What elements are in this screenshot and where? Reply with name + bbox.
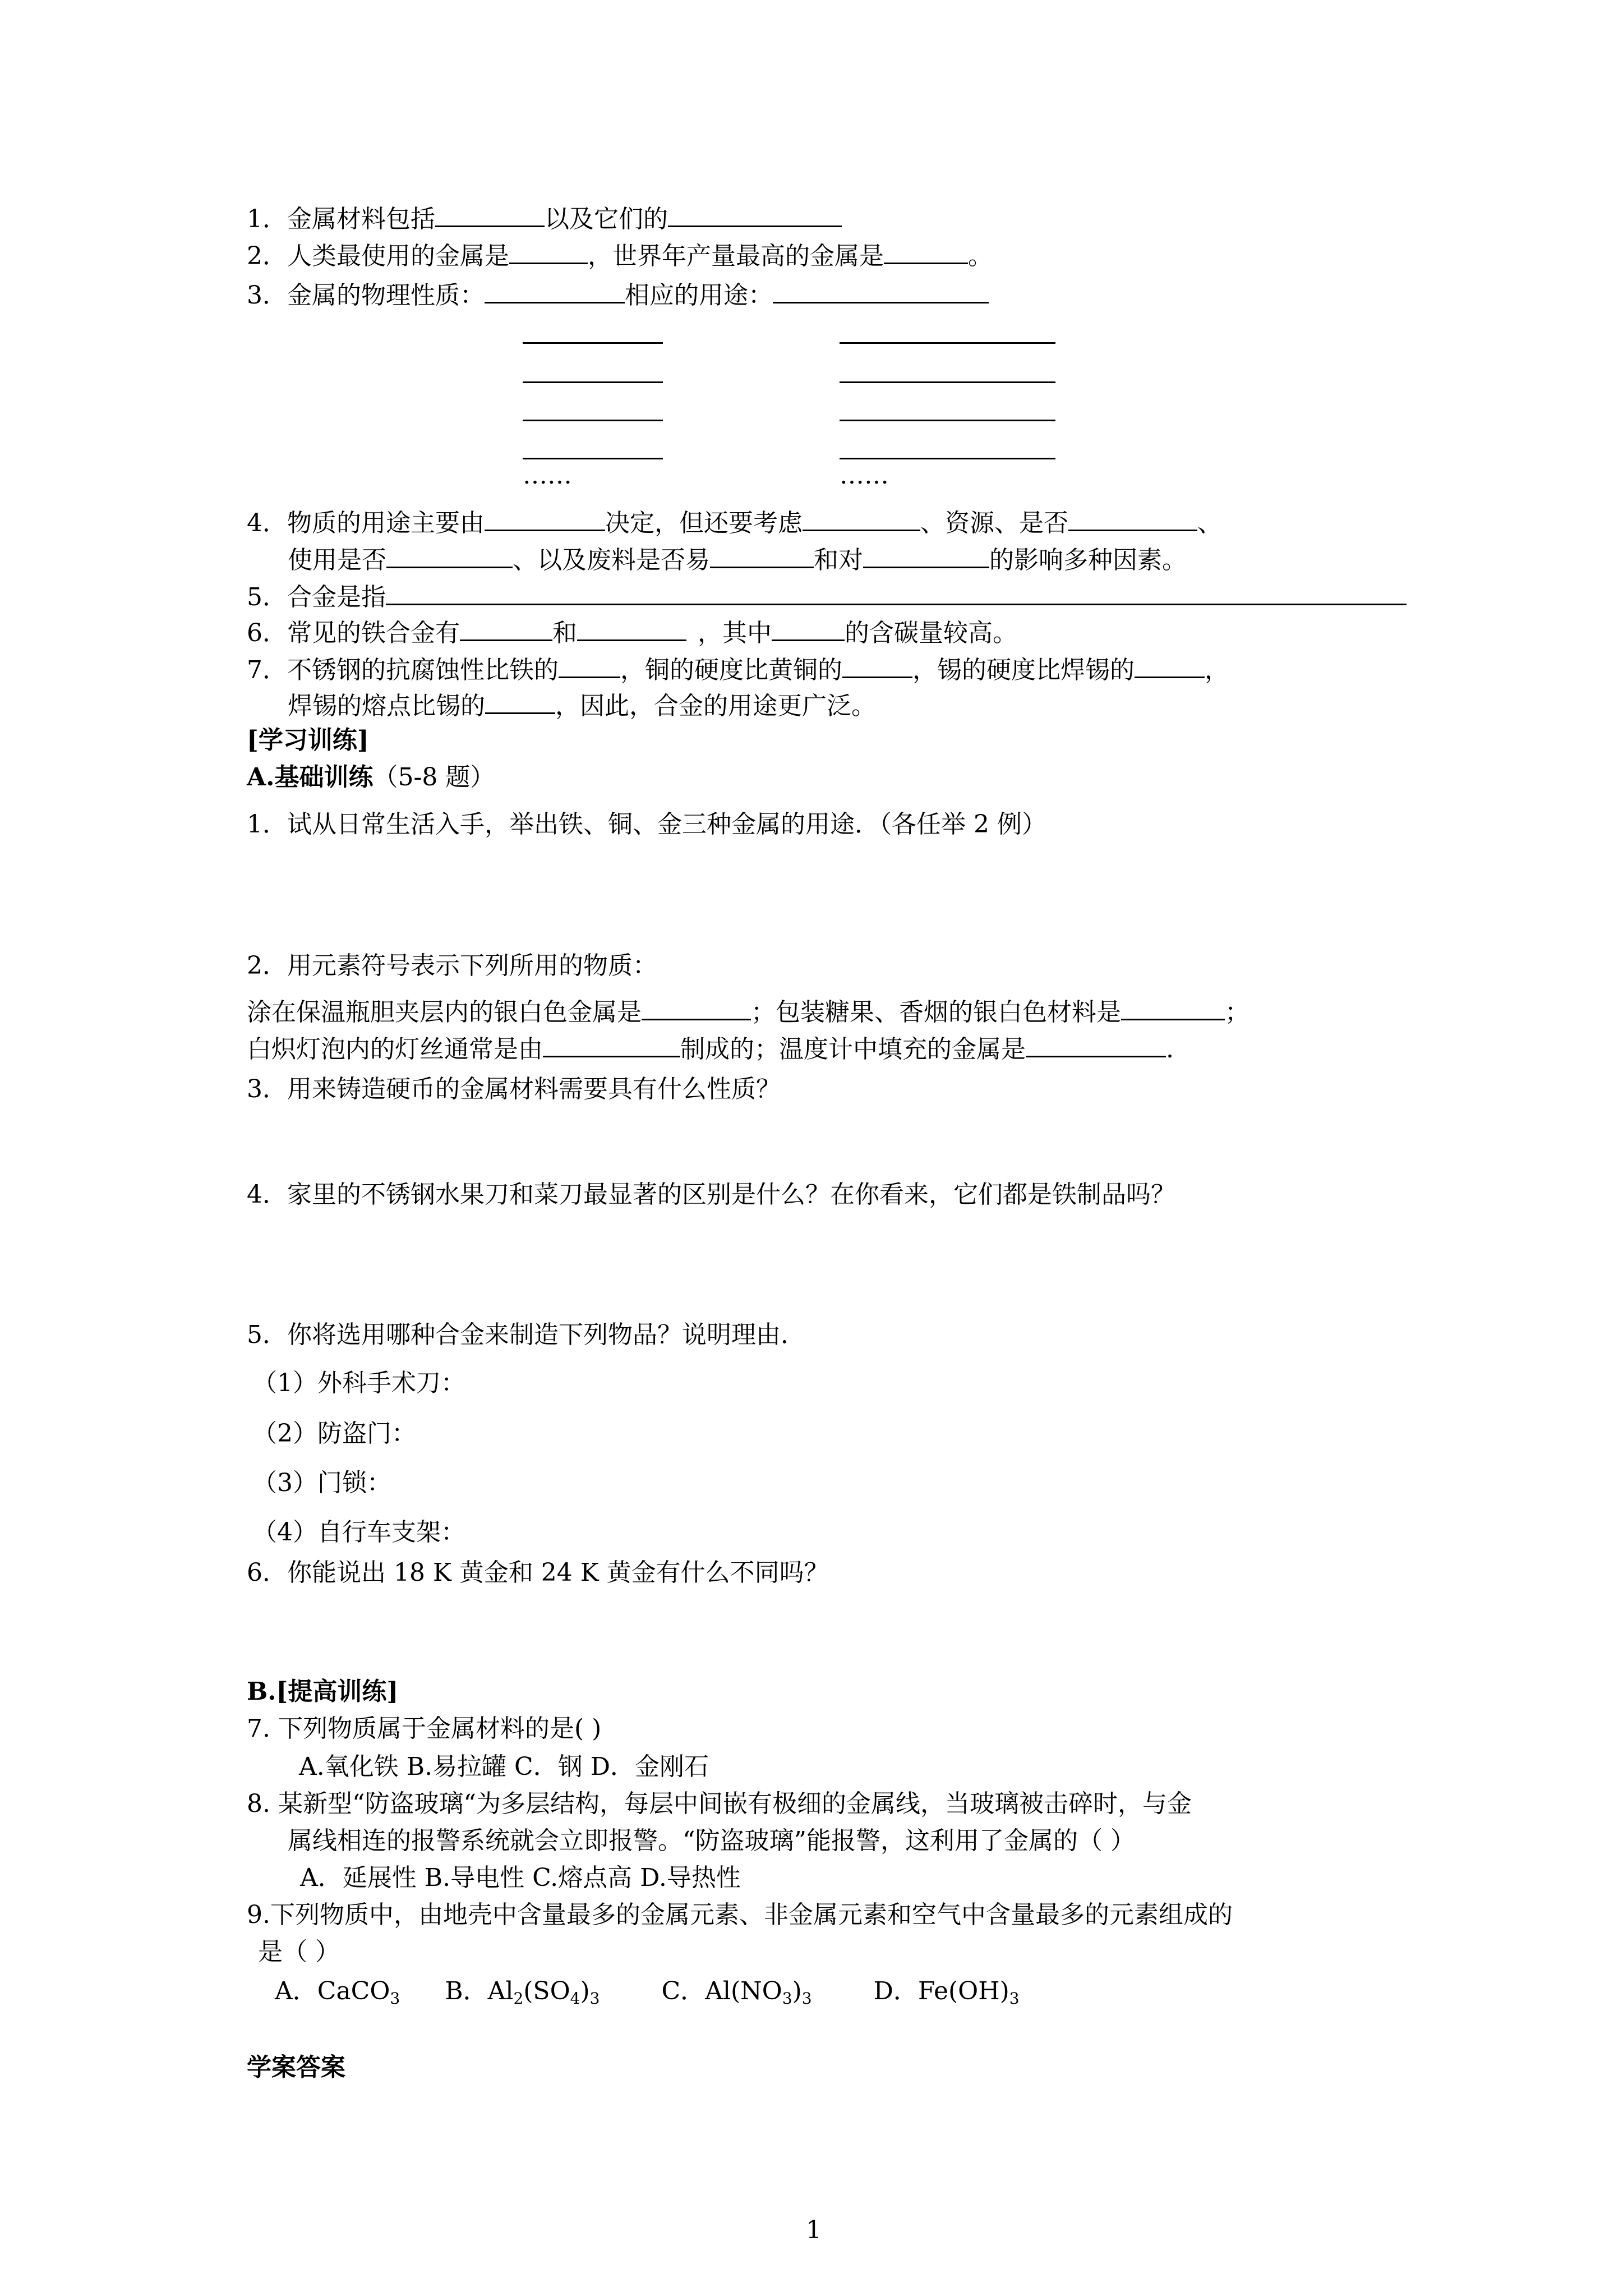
blank[interactable]	[1068, 504, 1197, 531]
review-q6: 6．常见的铁合金有 和 ，其中 的含碳量较高。	[247, 614, 1017, 650]
blank[interactable]	[577, 614, 686, 641]
review-q1: 1．金属材料包括 以及它们的	[247, 200, 842, 236]
blank[interactable]	[523, 381, 663, 383]
training-q6: 6．你能说出 18 K 黄金和 24 K 黄金有什么不同吗？	[247, 1558, 829, 1587]
page-number: 1	[806, 2216, 822, 2244]
list-item: （1）外科手术刀：	[252, 1369, 465, 1397]
ellipsis: ……	[523, 461, 572, 490]
blank[interactable]	[842, 651, 912, 678]
review-q4-line2: 使用是否 、以及废料是否易 和对 的影响多种因素。	[288, 541, 1187, 577]
blank[interactable]	[1121, 993, 1225, 1020]
answers-heading: 学案答案	[247, 2053, 345, 2082]
blank[interactable]	[803, 504, 920, 531]
blank[interactable]	[509, 237, 588, 264]
advanced-q8-line2: 属线相连的报警系统就会立即报警。“防盗玻璃”能报警，这利用了金属的（ ）	[288, 1826, 1135, 1855]
advanced-q8-options: A．延展性 B.导电性 C.熔点高 D.导热性	[300, 1864, 741, 1892]
list-item: （2）防盗门：	[252, 1419, 416, 1448]
blank[interactable]	[642, 993, 751, 1020]
blank[interactable]	[772, 614, 845, 641]
blank[interactable]	[523, 342, 663, 344]
blank[interactable]	[543, 1030, 680, 1057]
section-heading: B.[提高训练]	[247, 1677, 399, 1706]
blank[interactable]	[884, 237, 968, 264]
training-q1: 1．试从日常生活入手，举出铁、铜、金三种金属的用途．（各任举 2 例）	[247, 810, 1046, 839]
list-item: （3）门锁：	[252, 1469, 391, 1497]
blank[interactable]	[559, 651, 620, 678]
list-item: （4）自行车支架：	[252, 1518, 465, 1547]
blank[interactable]	[523, 420, 663, 421]
training-q2-line2: 白炽灯泡内的灯丝通常是由 制成的；温度计中填充的金属是 .	[247, 1030, 1174, 1066]
training-q3: 3．用来铸造硬币的金属材料需要具有什么性质？	[247, 1075, 781, 1103]
blank[interactable]	[840, 420, 1055, 421]
review-q7-line2: 焊锡的熔点比锡的 ，因此，合金的用途更广泛。	[288, 687, 876, 723]
review-q4-line1: 4．物质的用途主要由 决定，但还要考虑 、资源、是否 、	[247, 504, 1222, 540]
blank[interactable]	[435, 200, 545, 227]
blank[interactable]	[840, 342, 1055, 344]
review-q2: 2．人类最使用的金属是 ，世界年产量最高的金属是 。	[247, 237, 993, 273]
advanced-q9-options: A．CaCO$_3$ B．$Al_2(SO_4)_3$ C．$Al(NO_3)_3$ D．$Fe(OH)_3$	[275, 1977, 1020, 2008]
blank[interactable]	[863, 541, 989, 568]
section-heading: [学习训练]	[247, 726, 369, 754]
blank[interactable]	[460, 614, 552, 641]
advanced-q7: 7. 下列物质属于金属材料的是( )	[247, 1714, 602, 1743]
blank[interactable]	[386, 578, 1407, 605]
advanced-q9-line2: 是（ ）	[258, 1938, 340, 1966]
ellipsis: ……	[840, 461, 889, 490]
subsection-heading: A.基础训练（5-8 题）	[247, 763, 495, 792]
blank[interactable]	[485, 276, 625, 303]
blank[interactable]	[1026, 1030, 1166, 1057]
advanced-q9-line1: 9.下列物质中，由地壳中含量最多的金属元素、非金属元素和空气中含量最多的元素组成的	[247, 1901, 1233, 1929]
blank[interactable]	[485, 504, 605, 531]
training-q2-line1: 涂在保温瓶胆夹层内的银白色金属是 ；包装糖果、香烟的银白色材料是 ；	[247, 993, 1249, 1029]
blank[interactable]	[668, 200, 842, 227]
blank[interactable]	[710, 541, 814, 568]
blank[interactable]	[840, 381, 1055, 383]
blank[interactable]	[773, 276, 989, 303]
blank[interactable]	[485, 687, 555, 714]
training-q4: 4．家里的不锈钢水果刀和菜刀最显著的区别是什么？在你看来，它们都是铁制品吗？	[247, 1180, 1175, 1209]
training-q5: 5．你将选用哪种合金来制造下列物品？说明理由．	[247, 1320, 805, 1349]
blank[interactable]	[386, 541, 513, 568]
advanced-q8-line1: 8. 某新型“防盗玻璃“为多层结构，每层中间嵌有极细的金属线，当玻璃被击碎时，与金	[247, 1789, 1192, 1818]
training-q2: 2．用元素符号表示下列所用的物质：	[247, 951, 657, 980]
review-q7-line1: 7．不锈钢的抗腐蚀性比铁的 ，铜的硬度比黄铜的 ，锡的硬度比焊锡的 ，	[247, 651, 1229, 687]
review-q5: 5．合金是指	[247, 578, 1407, 614]
blank[interactable]	[1135, 651, 1205, 678]
review-q3: 3．金属的物理性质： 相应的用途：	[247, 276, 989, 312]
advanced-q7-options: A.氧化铁 B.易拉罐 C．钢 D．金刚石	[299, 1752, 709, 1781]
